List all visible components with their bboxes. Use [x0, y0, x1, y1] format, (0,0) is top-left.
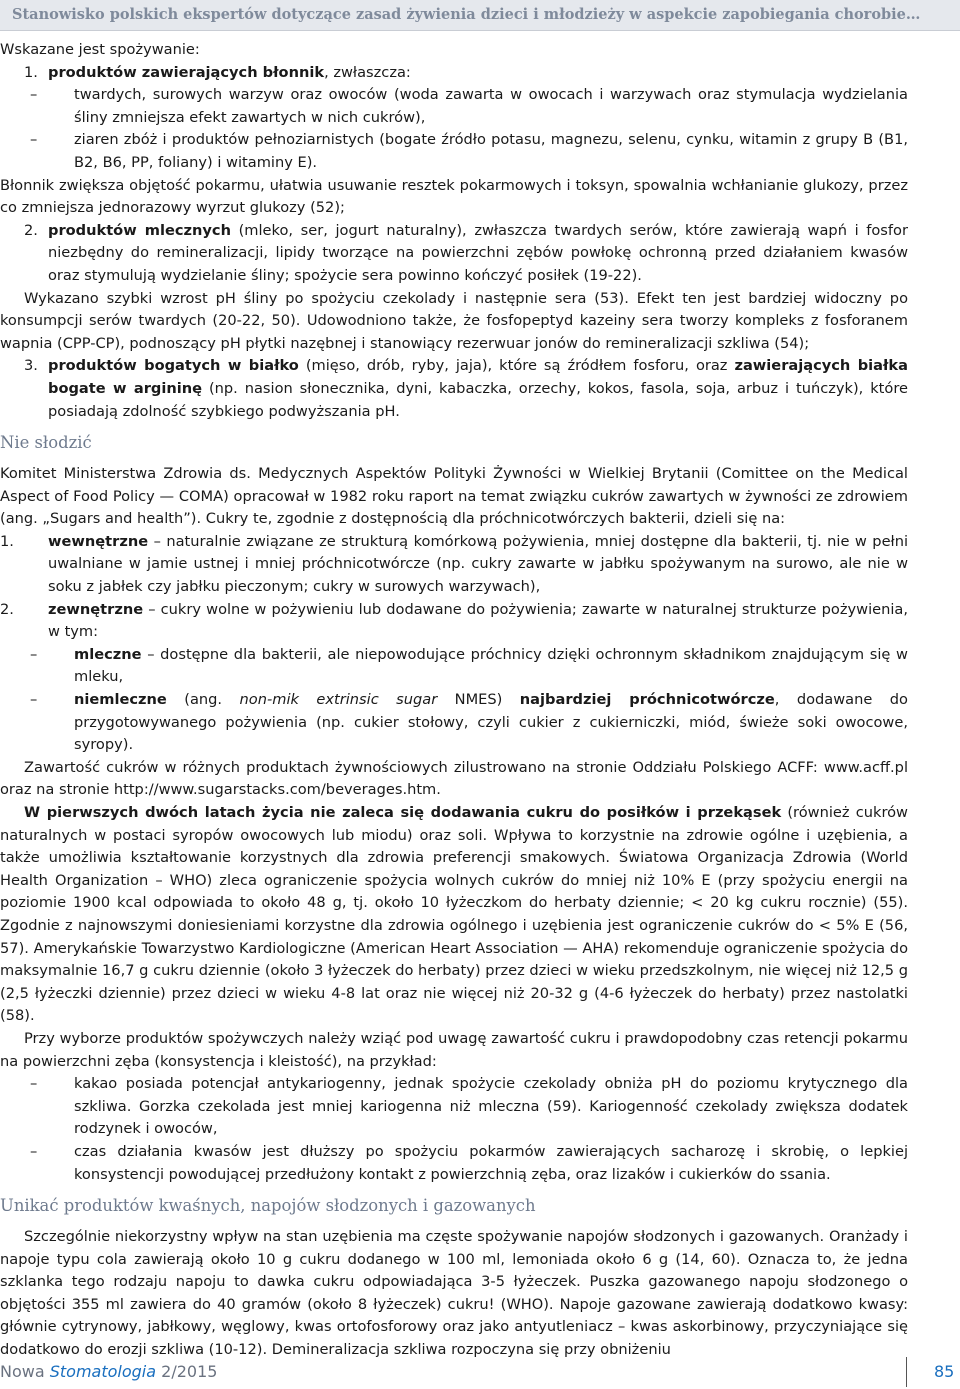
- running-title: Stanowisko polskich ekspertów dotyczące zasad żywienia dzieci i młodzieży w aspekcie zapobiegania chorobie…: [12, 6, 921, 23]
- footer-divider: [906, 1357, 907, 1387]
- section-heading-no-sugar: Nie słodzić: [0, 433, 92, 453]
- paragraph-intro: Wskazane jest spożywanie:: [0, 41, 200, 58]
- dash-item-milk-sugars: – mleczne – dostępne dla bakterii, ale niepowodujące próchnicy dzięki ochronnym składnikom znajdującym się w mleku,: [0, 644, 908, 689]
- dash-item-grains: – ziaren zbóż i produktów pełnoziarnistych (bogate źródło potasu, magnezu, selenu, cynku, witamin z grupy B (B1, B2, B6, PP, foliany) i witaminy E).: [0, 129, 908, 174]
- journal-name: Nowa Stomatologia 2/2015: [0, 1362, 218, 1381]
- list-item-intrinsic: 1. wewnętrzne – naturalnie związane ze strukturą komórkową pożywienia, mniej dostępne dla bakterii, tj. nie w pełni uwalniane w jamie ustnej i mniej próchnicotwórcze (np. cukry zawarte w jabłku spożywanym na surowo, ale nie w soku z jabłek czy jabłku pieczonym; cukry w surowych warzywach),: [0, 532, 908, 596]
- paragraph-committee: Komitet Ministerstwa Zdrowia ds. Medycznych Aspektów Polityki Żywności w Wielkiej Brytanii (Comittee on the Medical Aspect of Food Policy — COMA) opracował w 1982 roku raport na temat związku cukrów zawartych w żywności ze zdrowiem (ang. „Sugars and health”). Cukry te, zgodnie z dostępnością dla próchnicotwórczych bakterii, dzieli się na:: [0, 465, 908, 528]
- paragraph-sugar-content: Zawartość cukrów w różnych produktach żywnościowych zilustrowano na stronie Oddziału Polskiego ACFF: www.acff.pl oraz na stronie http://www.sugarstacks.com/beverages.htm.: [0, 758, 908, 799]
- paragraph-choice: Przy wyborze produktów spożywczych należy wziąć pod uwagę zawartość cukru i prawdopodobny czas retencji pokarmu na powierzchni zęba (konsystencja i kleistość), na przykład:: [0, 1029, 908, 1070]
- list-item-extrinsic: 2. zewnętrzne – cukry wolne w pożywieniu lub dodawane do pożywienia; zawarte w naturalnej strukturze pożywienia, w tym:: [0, 600, 908, 641]
- dash-item-vegetables: – twardych, surowych warzyw oraz owoców (woda zawarta w owocach i warzywach oraz stymulacja wydzielania śliny zmniejsza efekt zawartych w nich cukrów),: [0, 84, 908, 129]
- paragraph-first-years: W pierwszych dwóch latach życia nie zaleca się dodawania cukru do posiłków i przekąsek (również cukrów naturalnych w postaci syropów owocowych lub miodu) oraz soli. Wpływa to korzystnie na zdrowie ogólne i uzębienia, a także umożliwia kształtowanie korzystnych dla zdrowia preferencji smakowych. Światowa Organizacja Zdrowia (World Health Organization – WHO) zleca ograniczenie spożycia wolnych cukrów do mniej niż 10% E (przy spożyciu energii na poziomie 1900 kcal odpowiada to około 48 g, tj. około 10 łyżeczkom do herbaty dziennie; < 20 kg cukru rocznie) (55). Zgodnie z najnowszymi doniesieniami korzystne dla zdrowia ogólnego i uzębienia jest ograniczenie cukrów do < 5% E (56, 57). Amerykańskie Towarzystwo Kardiologiczne (American Heart Association — AHA) rekomenduje ograniczenie spożycia do maksymalnie 16,7 g cukru dziennie (około 3 łyżeczek do herbaty) przez dzieci w wieku przedszkolnym, nie więcej niż 12,5 g (2,5 łyżeczki dziennie) przez dzieci w wieku 4-8 lat oraz nie więcej niż 20-32 g (4-6 łyżeczek do herbaty) przez nastolatki (58).: [0, 804, 908, 1025]
- paragraph-fiber: Błonnik zwiększa objętość pokarmu, ułatwia usuwanie resztek pokarmowych i toksyn, spowalnia wchłanianie glukozy, przez co zmniejsza jednorazowy wyrzut glukozy (52);: [0, 176, 908, 217]
- running-header: [0, 0, 960, 31]
- list-item-fiber: 1. produktów zawierających błonnik, zwłaszcza:: [24, 63, 411, 81]
- dash-item-acids: – czas działania kwasów jest dłuższy po spożyciu pokarmów zawierających sacharozę i skrobię, o lepkiej konsystencji powodującej przedłużony kontakt z powierzchnią zęba, oraz lizaków i cukierków do ssania.: [0, 1141, 908, 1186]
- paragraph-soft-drinks: Szczególnie niekorzystny wpływ na stan uzębienia ma częste spożywanie napojów słodzonych i gazowanych. Oranżady i napoje typu cola zawierają około 10 g cukru dodanego w 100 ml, lemoniada około 6 g (14, 60). Oznacza to, że jedna szklanka tego rodzaju napoju to dawka cukru odpowiadająca 3-5 łyżeczek. Puszka gazowanego napoju słodzonego o objętości 355 ml zawiera do 40 gramów (około 8 łyżeczek) cukru! (WHO). Napoje gazowane zawierają dodatkowo kwasy: głównie cytrynowy, jabłkowy, węglowy, kwas ortofosforowy oraz jako antyutleniacz – kwas askorbinowy, przyczyniające się dodatkowo do erozji szkliwa (10-12). Demineralizacja szkliwa rozpoczyna się przy obniżeniu: [0, 1228, 908, 1359]
- paragraph-cheese: Wykazano szybki wzrost pH śliny po spożyciu czekolady i następnie sera (53). Efekt ten jest bardziej widoczny po konsumpcji serów twardych (20-22, 50). Udowodniono także, że fosfopeptyd kazeiny sera tworzy kompleks z fosforanem wapnia (CPP-CP), podnoszący pH płytki nazębnej i stanowiący rezerwuar jonów do remineralizacji szkliwa (54);: [0, 289, 908, 352]
- list-item-protein: 3. produktów bogatych w białko (mięso, drób, ryby, jaja), które są źródłem fosforu, oraz zawierających białka bogate w argininę (np. nasion słonecznika, dyni, kabaczka, orzechy, kokos, fasola, soja, arbuz i tuńczyk), które posiadają zdolność szybkiego podwyższania pH.: [24, 357, 908, 420]
- dash-item-non-milk-sugars: – niemleczne (ang. non-mik extrinsic sugar NMES) najbardziej próchnicotwórcze, dodawane do przygotowywanego pożywienia (np. cukier stołowy, czyli cukier z cukierniczki, miód, świeże soki owocowe, syropy).: [0, 689, 908, 757]
- list-item-dairy: 2. produktów mlecznych (mleko, ser, jogurt naturalny), zwłaszcza twardych serów, które zawierają wapń i fosfor niezbędny do remineralizacji, lipidy tworzące na powierzchni zębów powłokę ochronną przed działaniem kwasów oraz stymulują wydzielanie śliny; spożycie sera powinno kończyć posiłek (19-22).: [24, 221, 908, 284]
- page-number: 85: [934, 1362, 955, 1381]
- dash-item-cocoa: – kakao posiada potencjał antykariogenny, jednak spożycie czekolady obniża pH do poziomu krytycznego dla szkliwa. Gorzka czekolada jest mniej kariogenna niż mleczna (59). Kariogenność czekolady zwiększa dodatek rodzynek i owoców,: [0, 1073, 908, 1141]
- article-body: [0, 39, 908, 1362]
- section-heading-avoid-acidic: Unikać produktów kwaśnych, napojów słodzonych i gazowanych: [0, 1196, 536, 1216]
- page-footer: [0, 1361, 960, 1385]
